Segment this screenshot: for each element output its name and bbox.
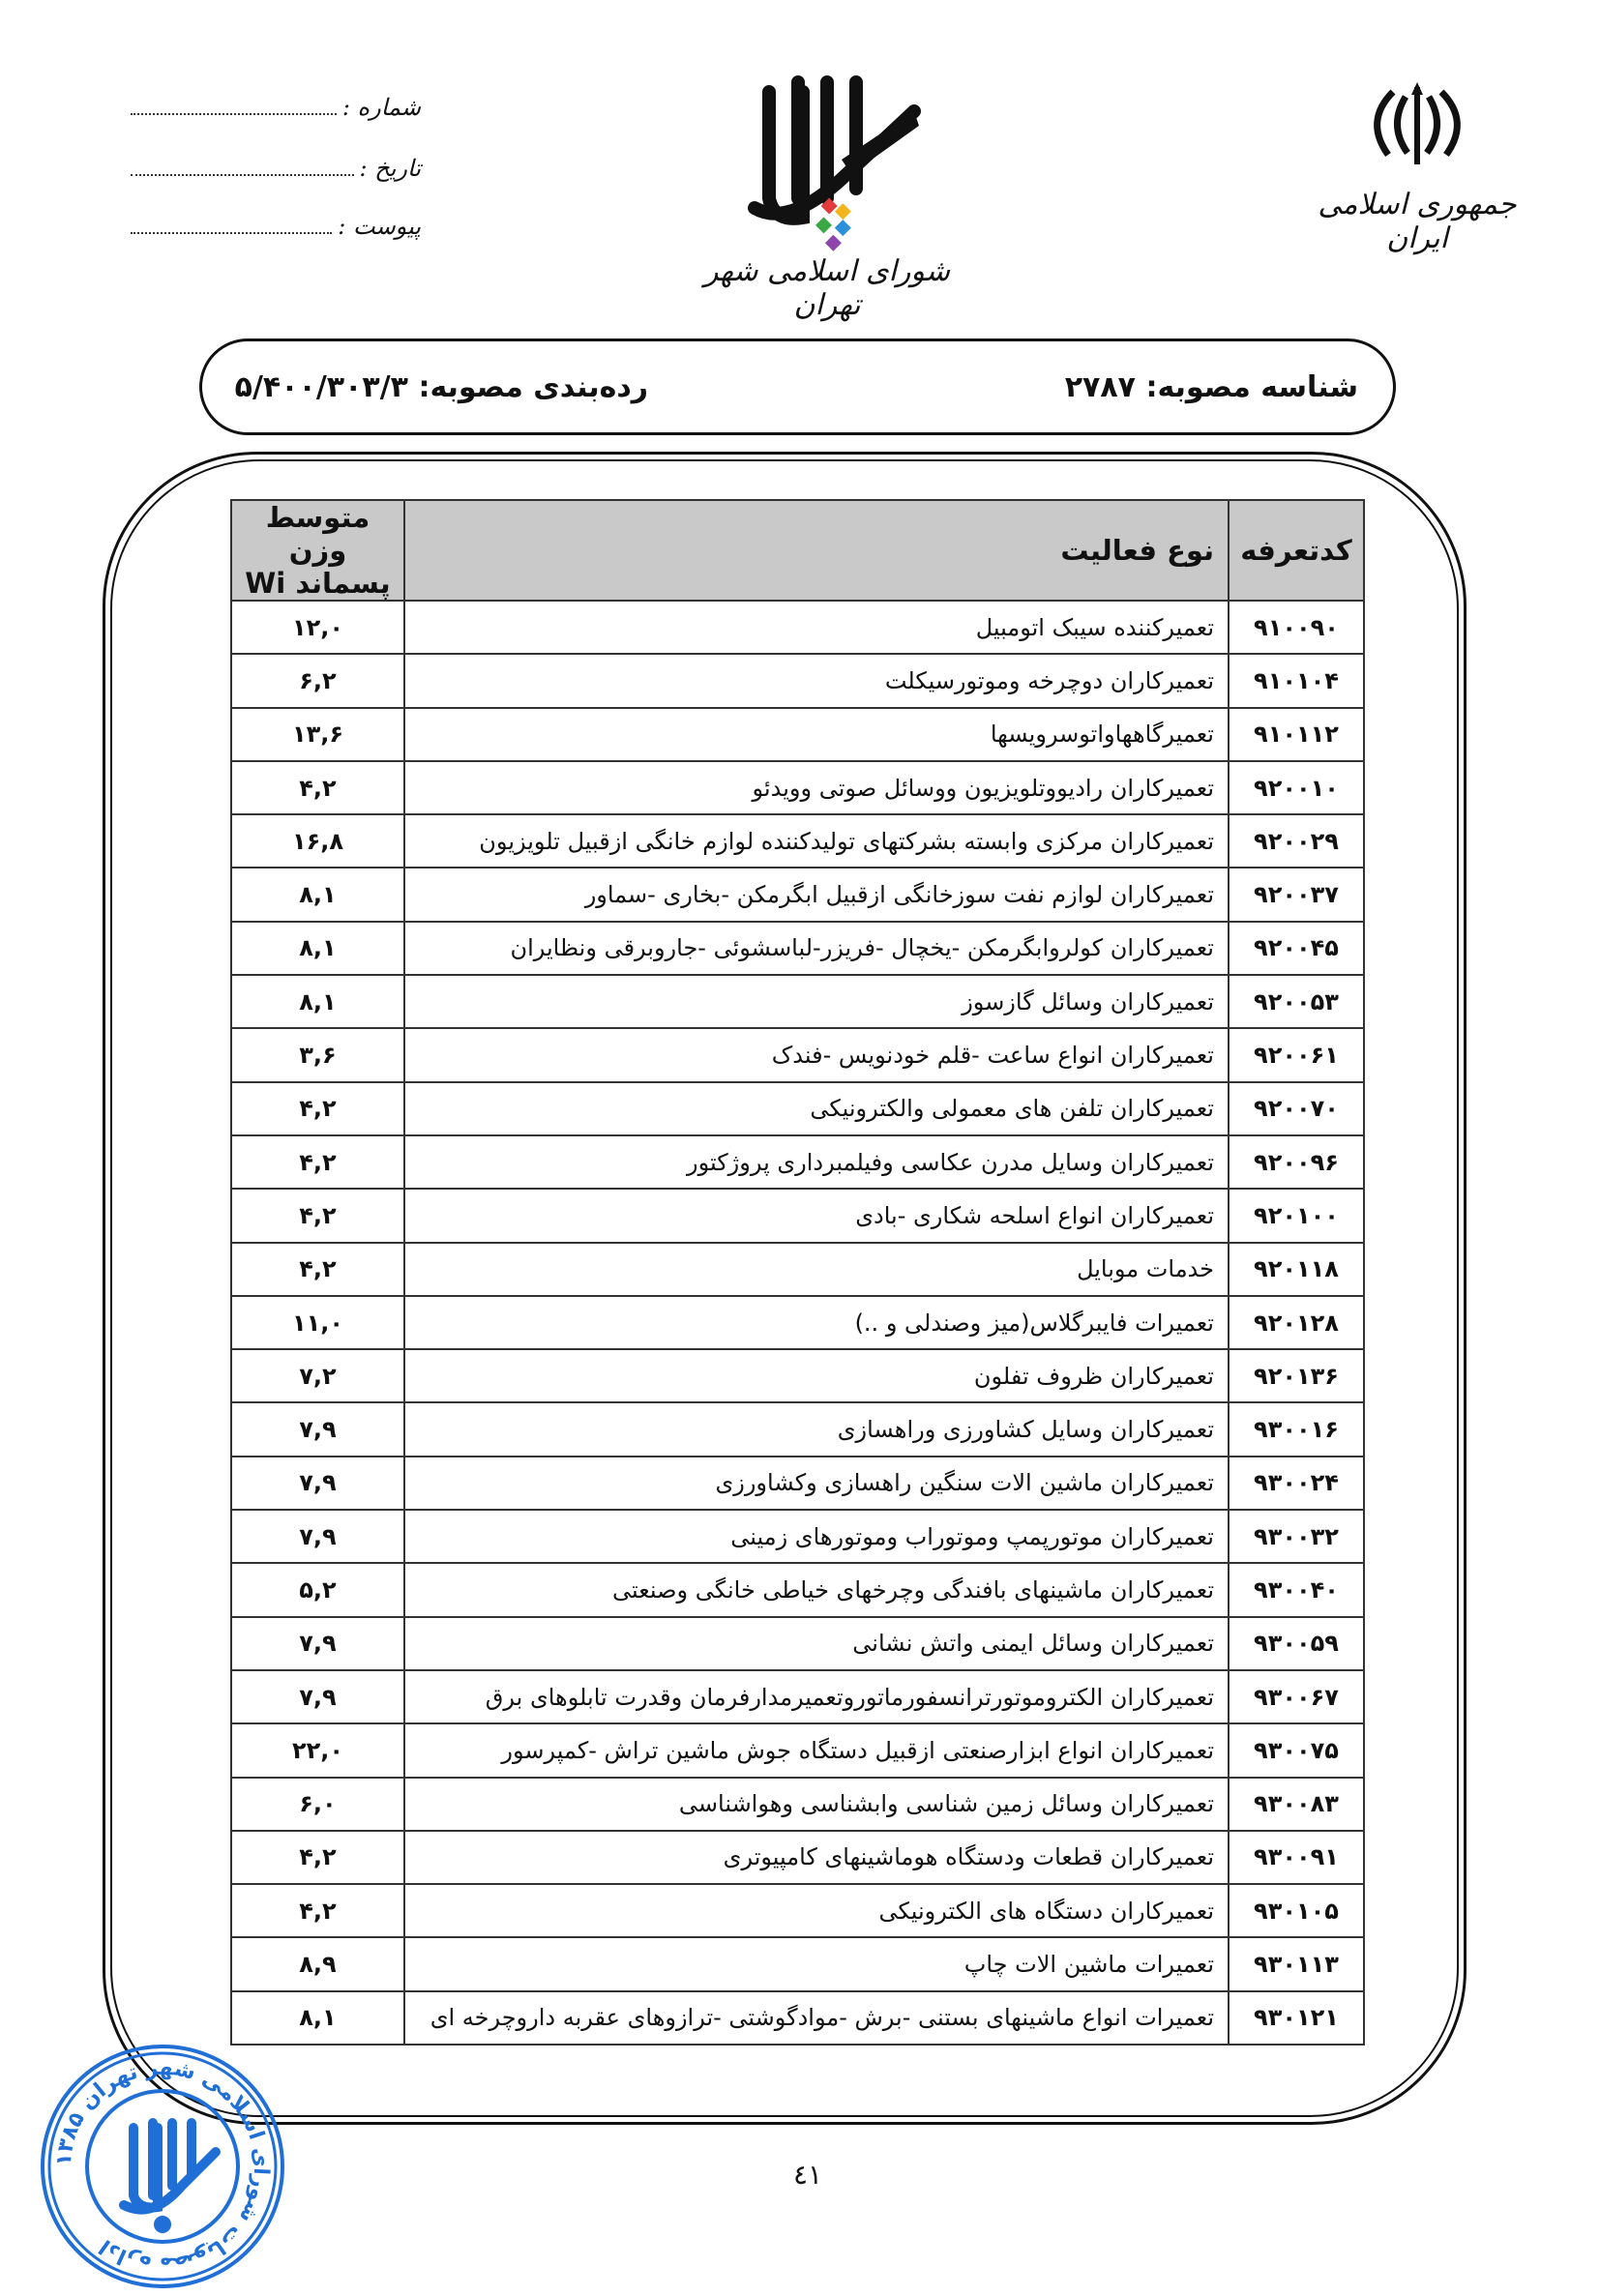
tariff-code: ۹۲۰۱۲۸ — [1229, 1296, 1364, 1349]
activity-type: تعمیرکاران انواع ساعت -قلم خودنویس -فندک — [404, 1028, 1229, 1081]
resolution-header — [199, 339, 1396, 435]
waste-weight: ۴,۲ — [231, 1135, 404, 1189]
activity-type: تعمیرکاران وسائل زمین شناسی وابشناسی وهواشناسی — [404, 1778, 1229, 1831]
table-row — [231, 1028, 1364, 1081]
table-row — [231, 1296, 1364, 1349]
column-header-code: کدتعرفه — [1229, 500, 1364, 601]
tariff-table — [230, 499, 1365, 2046]
number-label: شماره : — [341, 94, 421, 121]
activity-type: خدمات موبایل — [404, 1243, 1229, 1296]
table-row — [231, 1991, 1364, 2045]
waste-weight: ۴,۲ — [231, 761, 404, 814]
waste-weight: ۴,۲ — [231, 1831, 404, 1884]
waste-weight: ۷,۹ — [231, 1617, 404, 1670]
table-row — [231, 1778, 1364, 1831]
dotted-line — [131, 113, 337, 115]
table-row — [231, 1670, 1364, 1723]
tariff-code: ۹۳۰۰۸۳ — [1229, 1778, 1364, 1831]
waste-weight: ۲۲,۰ — [231, 1723, 404, 1777]
council-name: شورای اسلامی شهر تهران — [704, 254, 950, 322]
activity-type: تعمیرکاران انواع ابزارصنعتی ازقبیل دستگاه جوش ماشین تراش -کمپرسور — [404, 1723, 1229, 1777]
resolution-id: شناسه مصوبه: ۲۷۸۷ — [1064, 370, 1358, 404]
number-field — [131, 92, 421, 121]
activity-type: تعمیرکاران وسایل کشاورزی وراهسازی — [404, 1402, 1229, 1456]
waste-weight: ۵,۲ — [231, 1563, 404, 1616]
waste-weight: ۸,۱ — [231, 1991, 404, 2045]
waste-weight: ۴,۲ — [231, 1189, 404, 1242]
resolution-classification: رده‌بندی مصوبه: ۵/۴۰۰/۳۰۳/۳ — [234, 370, 648, 404]
waste-weight: ۸,۱ — [231, 975, 404, 1028]
tariff-code: ۹۳۰۱۰۵ — [1229, 1884, 1364, 1937]
tariff-code: ۹۱۰۱۰۴ — [1229, 654, 1364, 707]
waste-weight: ۷,۹ — [231, 1457, 404, 1510]
table-row — [231, 1617, 1364, 1670]
activity-type: تعمیرکاران ماشین الات سنگین راهسازی وکشاورزی — [404, 1457, 1229, 1510]
tariff-code: ۹۲۰۰۳۷ — [1229, 868, 1364, 921]
activity-type: تعمیرات ماشین الات چاپ — [404, 1937, 1229, 1990]
table-row — [231, 1082, 1364, 1135]
waste-weight: ۷,۹ — [231, 1670, 404, 1723]
activity-type: تعمیرکاران وسائل ایمنی واتش نشانی — [404, 1617, 1229, 1670]
waste-weight: ۶,۰ — [231, 1778, 404, 1831]
tariff-code: ۹۱۰۰۹۰ — [1229, 601, 1364, 654]
activity-type: تعمیرکاران انواع اسلحه شکاری -بادی — [404, 1189, 1229, 1242]
council-logo-icon — [696, 53, 958, 256]
activity-type: تعمیرکاران ماشینهای بافندگی وچرخهای خیاطی خانگی وصنعتی — [404, 1563, 1229, 1616]
waste-weight: ۸,۱ — [231, 922, 404, 975]
table-header-row — [231, 500, 1364, 601]
activity-type: تعمیرکاران وسائل گازسوز — [404, 975, 1229, 1028]
tariff-code: ۹۳۰۱۱۳ — [1229, 1937, 1364, 1990]
stamp-seal-icon — [37, 2041, 288, 2292]
activity-type: تعمیرکاران ظروف تفلون — [404, 1349, 1229, 1402]
table-row — [231, 868, 1364, 921]
tariff-code: ۹۳۰۰۳۲ — [1229, 1510, 1364, 1563]
table-row — [231, 1243, 1364, 1296]
attachment-label: پیوست : — [338, 213, 421, 240]
tariff-code: ۹۳۰۰۵۹ — [1229, 1617, 1364, 1670]
activity-type: تعمیرگاههاواتوسرویسها — [404, 708, 1229, 761]
activity-type: تعمیرکاران دستگاه های الکترونیکی — [404, 1884, 1229, 1937]
iran-emblem-icon — [1359, 77, 1475, 174]
waste-weight: ۱۶,۸ — [231, 814, 404, 868]
tariff-code: ۹۳۰۰۲۴ — [1229, 1457, 1364, 1510]
table-row — [231, 1135, 1364, 1189]
activity-type: تعمیرکاران دوچرخه وموتورسیکلت — [404, 654, 1229, 707]
waste-weight: ۷,۹ — [231, 1510, 404, 1563]
attachment-field — [131, 211, 421, 240]
activity-type: تعمیرکننده سیبک اتومبیل — [404, 601, 1229, 654]
activity-type: تعمیرکاران موتورپمپ وموتوراب وموتورهای زمینی — [404, 1510, 1229, 1563]
activity-type: تعمیرکاران وسایل مدرن عکاسی وفیلمبرداری پروژکتور — [404, 1135, 1229, 1189]
official-stamp — [37, 2041, 288, 2292]
country-name: جمهوری اسلامی ایران — [1318, 188, 1517, 255]
tariff-code: ۹۲۰۱۳۶ — [1229, 1349, 1364, 1402]
activity-type: تعمیرکاران قطعات ودستگاه هوماشینهای کامپیوتری — [404, 1831, 1229, 1884]
tariff-code: ۹۳۰۰۶۷ — [1229, 1670, 1364, 1723]
table-row — [231, 1349, 1364, 1402]
council-logo — [696, 53, 958, 322]
tariff-code: ۹۲۰۰۹۶ — [1229, 1135, 1364, 1189]
table-row — [231, 761, 1364, 814]
tariff-code: ۹۳۰۰۹۱ — [1229, 1831, 1364, 1884]
waste-weight: ۸,۹ — [231, 1937, 404, 1990]
tariff-code: ۹۲۰۰۲۹ — [1229, 814, 1364, 868]
activity-type: تعمیرکاران لوازم نفت سوزخانگی ازقبیل ابگرمکن -بخاری -سماور — [404, 868, 1229, 921]
waste-weight: ۴,۲ — [231, 1082, 404, 1135]
tariff-code: ۹۲۰۰۴۵ — [1229, 922, 1364, 975]
weight-header-line2: پسماند Wi — [245, 567, 391, 600]
dotted-line — [131, 232, 332, 234]
tariff-code: ۹۲۰۰۶۱ — [1229, 1028, 1364, 1081]
waste-weight: ۴,۲ — [231, 1243, 404, 1296]
table-row — [231, 975, 1364, 1028]
date-field — [131, 153, 421, 182]
activity-type: تعمیرکاران کولروابگرمکن -یخچال -فریزر-لباسشوئی -جاروبرقی ونظایران — [404, 922, 1229, 975]
tariff-code: ۹۲۰۰۵۳ — [1229, 975, 1364, 1028]
table-row — [231, 1723, 1364, 1777]
table-row — [231, 1831, 1364, 1884]
page-number: ٤١ — [792, 2159, 823, 2191]
tariff-code: ۹۱۰۱۱۲ — [1229, 708, 1364, 761]
column-header-activity: نوع فعالیت — [404, 500, 1229, 601]
table-row — [231, 708, 1364, 761]
activity-type: تعمیرکاران رادیووتلویزیون ووسائل صوتی وویدئو — [404, 761, 1229, 814]
activity-type: تعمیرات انواع ماشینهای بستنی -برش -موادگوشتی -ترازوهای عقربه داروچرخه ای — [404, 1991, 1229, 2045]
table-row — [231, 922, 1364, 975]
table-row — [231, 654, 1364, 707]
waste-weight: ۴,۲ — [231, 1884, 404, 1937]
activity-type: تعمیرکاران مرکزی وابسته بشرکتهای تولیدکننده لوازم خانگی ازقبیل تلویزیون — [404, 814, 1229, 868]
waste-weight: ۶,۲ — [231, 654, 404, 707]
column-header-weight — [231, 500, 404, 601]
table-row — [231, 1937, 1364, 1990]
activity-type: تعمیرات فایبرگلاس(میز وصندلی و ..) — [404, 1296, 1229, 1349]
tariff-code: ۹۲۰۰۱۰ — [1229, 761, 1364, 814]
waste-weight: ۱۲,۰ — [231, 601, 404, 654]
tariff-code: ۹۳۰۰۷۵ — [1229, 1723, 1364, 1777]
tariff-code: ۹۲۰۰۷۰ — [1229, 1082, 1364, 1135]
tariff-code: ۹۲۰۱۰۰ — [1229, 1189, 1364, 1242]
tariff-code: ۹۳۰۰۴۰ — [1229, 1563, 1364, 1616]
table-row — [231, 1563, 1364, 1616]
table-row — [231, 1402, 1364, 1456]
waste-weight: ۷,۲ — [231, 1349, 404, 1402]
waste-weight: ۱۳,۶ — [231, 708, 404, 761]
tariff-code: ۹۳۰۱۲۱ — [1229, 1991, 1364, 2045]
table-row — [231, 601, 1364, 654]
waste-weight: ۷,۹ — [231, 1402, 404, 1456]
activity-type: تعمیرکاران تلفن های معمولی والکترونیکی — [404, 1082, 1229, 1135]
waste-weight: ۳,۶ — [231, 1028, 404, 1081]
weight-header-line1: متوسط وزن — [265, 501, 370, 567]
tariff-code: ۹۳۰۰۱۶ — [1229, 1402, 1364, 1456]
svg-text:اداره مصوبات شورای اسلامی شهر: اداره مصوبات شورای اسلامی شهر تهران ۱۳۸۵ — [51, 2055, 274, 2278]
activity-type: تعمیرکاران الکتروموتورترانسفورماتوروتعمیرمدارفرمان وقدرت تابلوهای برق — [404, 1670, 1229, 1723]
table-row — [231, 1510, 1364, 1563]
waste-weight: ۱۱,۰ — [231, 1296, 404, 1349]
table-row — [231, 1457, 1364, 1510]
dotted-line — [131, 174, 354, 176]
waste-weight: ۸,۱ — [231, 868, 404, 921]
table-row — [231, 1189, 1364, 1242]
date-label: تاریخ : — [359, 155, 421, 182]
table-row — [231, 1884, 1364, 1937]
tariff-code: ۹۲۰۱۱۸ — [1229, 1243, 1364, 1296]
iran-emblem — [1311, 77, 1524, 255]
table-row — [231, 814, 1364, 868]
